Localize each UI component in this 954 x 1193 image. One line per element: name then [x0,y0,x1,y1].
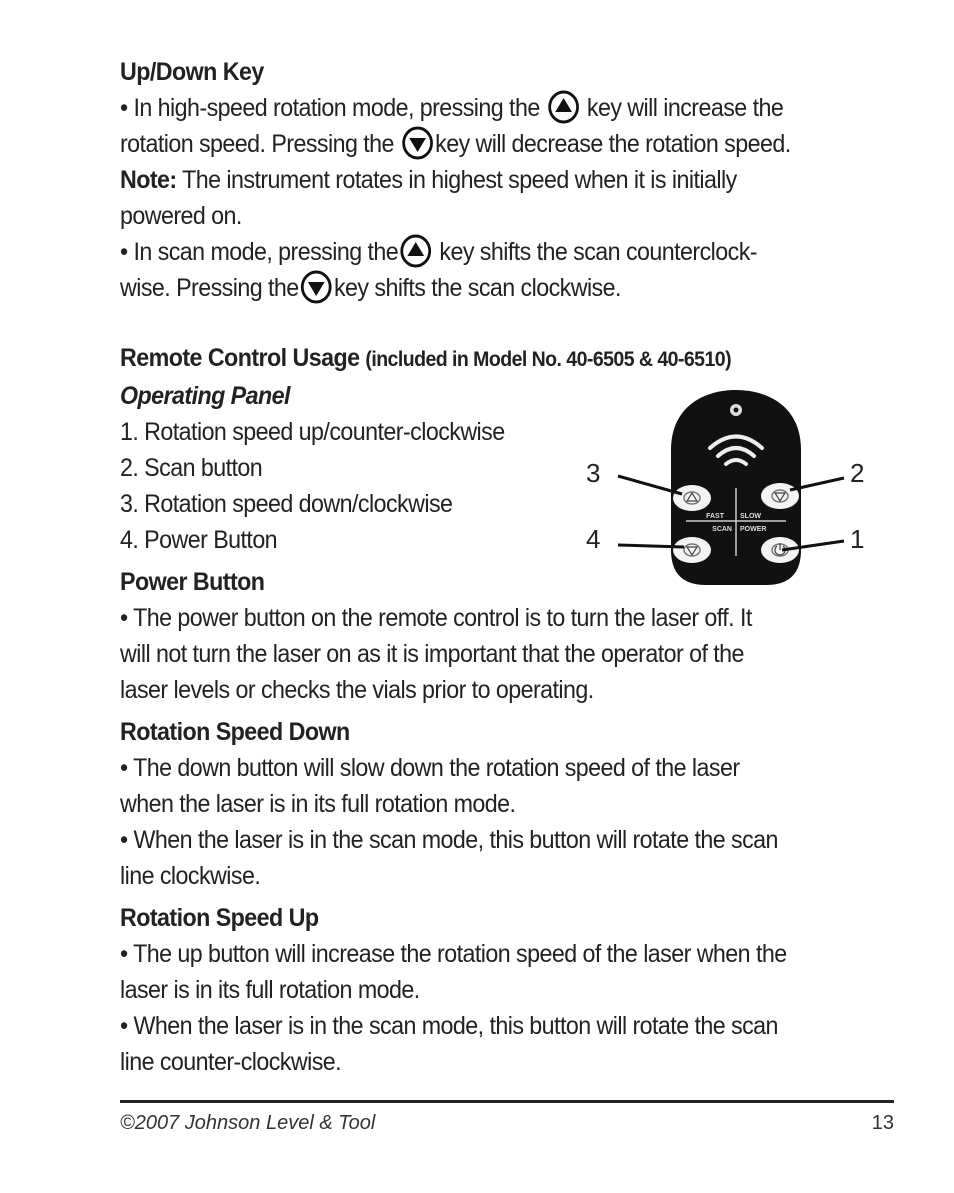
text-span: key shifts the scan clockwise. [333,274,621,302]
text-span: rotation speed. Pressing the [120,130,394,158]
panel-item-3: 3. Rotation speed down/clockwise [120,490,453,518]
remote-button-2 [761,483,799,509]
power-heading: Power Button [120,568,265,596]
remote-heading: Remote Control Usage [120,344,360,372]
updown-bullet-2 [120,234,901,270]
text-span: wise. Pressing the [120,274,299,302]
updown-bullet-1 [120,90,901,126]
down-key-icon [401,126,434,160]
remote-button-1 [761,537,799,563]
panel-item-1: 1. Rotation speed up/counter-clockwise [120,418,505,446]
updown-note-cont: powered on. [120,202,242,230]
remote-heading-line [120,340,901,378]
remote-heading-note: (included in Model No. 40-6505 & 40-6510) [365,348,732,371]
power-line-3: laser levels or checks the vials prior to operating. [120,676,594,704]
panel-item-2: 2. Scan button [120,454,263,482]
operating-panel-subheading: Operating Panel [120,382,290,410]
speed-down-line-1: • The down button will slow down the rotation speed of the laser [120,754,740,782]
power-line-1: • The power button on the remote control is to turn the laser off. It [120,604,752,632]
label-slow: SLOW [740,513,761,520]
speed-down-line-4: line clockwise. [120,862,261,890]
text-span: key shifts the scan counterclock- [439,238,757,266]
callout-3: 3 [586,458,601,488]
callout-2: 2 [850,458,865,488]
callout-4: 4 [586,524,601,554]
updown-heading: Up/Down Key [120,58,264,86]
footer-copyright: ©2007 Johnson Level & Tool [120,1112,376,1134]
note-text: The instrument rotates in highest speed when it is initially [176,166,737,194]
note-label: Note: [120,166,177,194]
power-line-2: will not turn the laser on as it is important that the operator of the [120,640,744,668]
label-power: POWER [740,526,767,533]
text-span: key will increase the [586,94,784,122]
callout-line-4 [618,545,684,547]
up-key-icon [399,234,432,268]
remote-button-3 [673,485,711,511]
footer-rule [120,1100,894,1103]
label-scan: SCAN [712,526,732,533]
text-span: key will decrease the rotation speed. [435,130,791,158]
updown-note [120,162,901,198]
speed-down-line-3: • When the laser is in the scan mode, this button will rotate the scan [120,826,778,854]
speed-down-heading: Rotation Speed Down [120,718,350,746]
page-number: 13 [871,1112,894,1134]
down-key-icon [300,270,333,304]
updown-bullet-2-cont [120,270,901,306]
callout-1: 1 [850,524,865,554]
speed-up-line-4: line counter-clockwise. [120,1048,342,1076]
panel-item-4: 4. Power Button [120,526,278,554]
speed-up-heading: Rotation Speed Up [120,904,319,932]
up-key-icon [547,90,580,124]
speed-up-line-3: • When the laser is in the scan mode, this button will rotate the scan [120,1012,778,1040]
updown-bullet-1-cont [120,126,901,162]
speed-up-line-1: • The up button will increase the rotation speed of the laser when the [120,940,787,968]
speed-down-line-2: when the laser is in its full rotation mode. [120,790,516,818]
text-span: • In scan mode, pressing the [120,238,399,266]
remote-control-illustration [586,390,886,590]
label-fast: FAST [706,513,724,520]
text-span: • In high-speed rotation mode, pressing the [120,94,540,122]
speed-up-line-2: laser is in its full rotation mode. [120,976,420,1004]
remote-button-4 [673,537,711,563]
